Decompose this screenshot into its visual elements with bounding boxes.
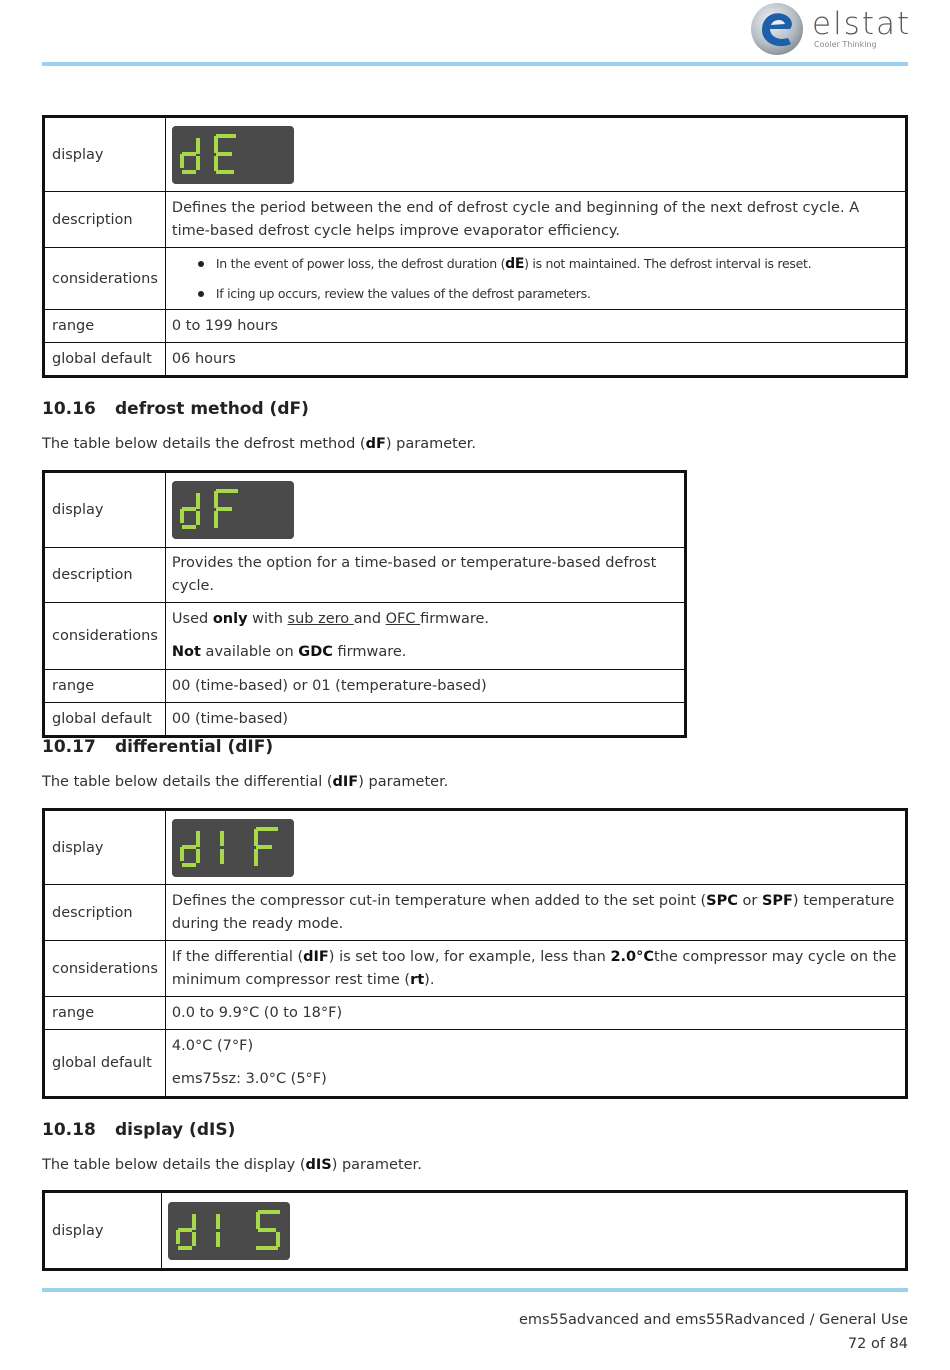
logo-wordmark: elstat [812,6,912,42]
lcd-display-dIF [172,819,294,877]
elstat-logo [750,0,910,58]
display-label: display [44,810,166,885]
logo-tagline: Cooler Thinking [814,40,877,49]
description-label: description [44,192,166,248]
display-cell [162,1192,907,1270]
range-label: range [44,310,166,343]
section-intro-10-18: The table below details the display (dIS) parameter. [42,1157,422,1173]
header-rule [42,62,908,66]
lcd-display-dE [172,126,294,184]
considerations-label: considerations [44,248,166,310]
section-heading-10-17: 10.17 differential (dIF) [42,737,274,757]
global-default-line-1: 4.0°C (7°F) [171,1038,254,1054]
considerations-value: If the differential (dIF) is set too low, for example, less than 2.0°Cthe compressor may cycle on the minimum compressor rest time (rt). [165,941,906,997]
global-default-line-2: ems75sz: 3.0°C (5°F) [171,1071,327,1087]
description-value: Provides the option for a time-based or temperature-based defrost cycle. [165,548,685,603]
global-default-value [165,1030,906,1098]
considerations-label: considerations [44,603,166,670]
parameter-table-dE [42,115,908,378]
lcd-display-dIS [168,1202,290,1260]
section-heading-10-18: 10.18 display (dIS) [42,1120,236,1140]
global-default-label: global default [44,1030,166,1098]
list-item: In the event of power loss, the defrost duration (dE) is not maintained. The defrost interval is reset. [166,249,905,279]
parameter-table-dF [42,470,687,738]
section-intro-10-17: The table below details the differential (dIF) parameter. [42,774,449,790]
global-default-label: global default [44,703,166,737]
display-cell [165,472,685,548]
footer-rule [42,1288,908,1292]
display-label: display [44,1192,162,1270]
range-label: range [44,997,166,1030]
display-cell [165,810,906,885]
considerations-value [165,248,906,310]
section-heading-10-16: 10.16 defrost method (dF) [42,399,309,419]
global-default-value: 06 hours [165,343,906,377]
global-default-value: 00 (time-based) [165,703,685,737]
considerations-value [165,603,685,670]
description-value: Defines the period between the end of defrost cycle and beginning of the next defrost cycle. A time-based defrost cycle helps improve evaporator efficiency. [165,192,906,248]
list-item: If icing up occurs, review the values of the defrost parameters. [166,279,905,309]
description-label: description [44,548,166,603]
range-label: range [44,670,166,703]
display-label: display [44,472,166,548]
section-intro-10-16: The table below details the defrost method (dF) parameter. [42,436,476,452]
considerations-label: considerations [44,941,166,997]
parameter-table-dIS [42,1190,908,1271]
display-cell [165,117,906,192]
display-label: display [44,117,166,192]
range-value: 0 to 199 hours [165,310,906,343]
considerations-list [166,249,905,309]
considerations-line-1: Used only with sub zero and OFC firmware. [171,611,490,627]
footer-page-number: 72 of 84 [847,1336,908,1352]
global-default-label: global default [44,343,166,377]
range-value: 00 (time-based) or 01 (temperature-based) [165,670,685,703]
considerations-line-2: Not available on GDC firmware. [171,644,407,660]
description-value: Defines the compressor cut-in temperature when added to the set point (SPC or SPF) temperature during the ready mode. [165,885,906,941]
footer-document-title: ems55advanced and ems55Radvanced / General Use [519,1312,908,1328]
elstat-logo-icon [750,0,806,58]
parameter-table-dIF [42,808,908,1099]
lcd-display-dF [172,481,294,539]
description-label: description [44,885,166,941]
range-value: 0.0 to 9.9°C (0 to 18°F) [165,997,906,1030]
